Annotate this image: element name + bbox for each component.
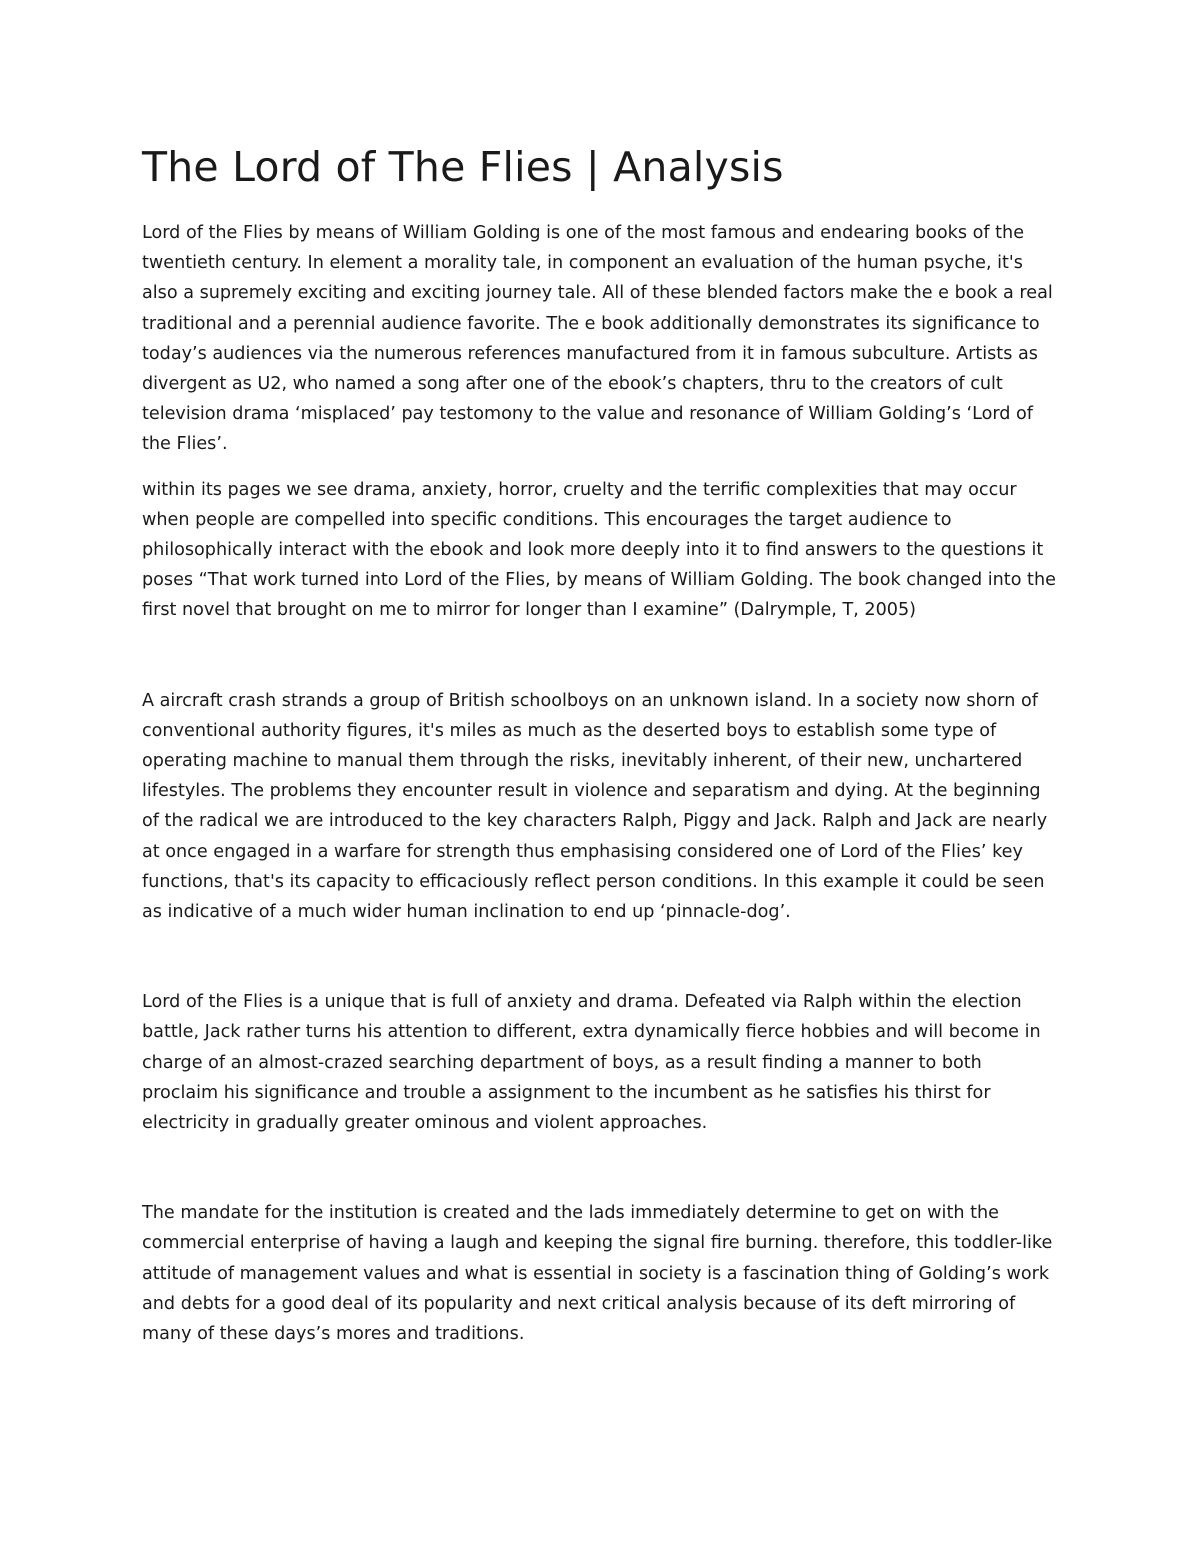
document-body — [142, 140, 1062, 1349]
paragraph-5: The mandate for the institution is created and the lads immediately determine to get on with the commercial enterprise of having a laugh and keeping the signal fire burning. therefore, this toddler-like attitude of management values and what is essential in society is a fascination thing of Golding’s work and debts for a good deal of its popularity and next critical analysis because of its deft mirroring of many of these days’s mores and traditions. — [142, 1203, 1053, 1345]
paragraph-3: A aircraft crash strands a group of British schoolboys on an unknown island. In a society now shorn of conventional authority figures, it's miles as much as the deserted boys to establish some type of operating machine to manual them through the risks, inevitably inherent, of their new, unchartered lifestyles. The problems they encounter result in violence and separatism and dying. At the beginning of the radical we are introduced to the key characters Ralph, Piggy and Jack. Ralph and Jack are nearly at once engaged in a warfare for strength thus emphasising considered one of Lord of the Flies’ key functions, that's its capacity to efficaciously reflect person conditions. In this example it could be seen as indicative of a much wider human inclination to end up ‘pinnacle-dog’. — [142, 690, 1048, 923]
paragraph-1: Lord of the Flies by means of William Golding is one of the most famous and endearing books of the twentieth century. In element a morality tale, in component an evaluation of the human psyche, it's also a supremely exciting and exciting journey tale. All of these blended factors make the e book a real traditional and a perennial audience favorite. The e book additionally demonstrates its significance to today’s audiences via the numerous references manufactured from it in famous subculture. Artists as divergent as U2, who named a song after one of the ebook’s chapters, thru to the creators of cult television drama ‘misplaced’ pay testomony to the value and resonance of William Golding’s ‘Lord of the Flies’. — [142, 223, 1053, 455]
paragraph-4: Lord of the Flies is a unique that is full of anxiety and drama. Defeated via Ralph within the election battle, Jack rather turns his attention to different, extra dynamically fierce hobbies and will become in charge of an almost-crazed searching department of boys, as a result finding a manner to both proclaim his significance and trouble a assignment to the incumbent as he satisfies his thirst for electricity in gradually greater ominous and violent approaches. — [142, 992, 1041, 1134]
page-title: The Lord of The Flies | Analysis — [142, 143, 784, 191]
paragraph-2: within its pages we see drama, anxiety, horror, cruelty and the terrific complexities that may occur when people are compelled into specific conditions. This encourages the target audience to philosophically interact with the ebook and look more deeply into it to find answers to the questions it poses “That work turned into Lord of the Flies, by means of William Golding. The book changed into the first novel that brought on me to mirror for longer than I examine” (Dalrymple, T, 2005) — [142, 479, 1056, 621]
